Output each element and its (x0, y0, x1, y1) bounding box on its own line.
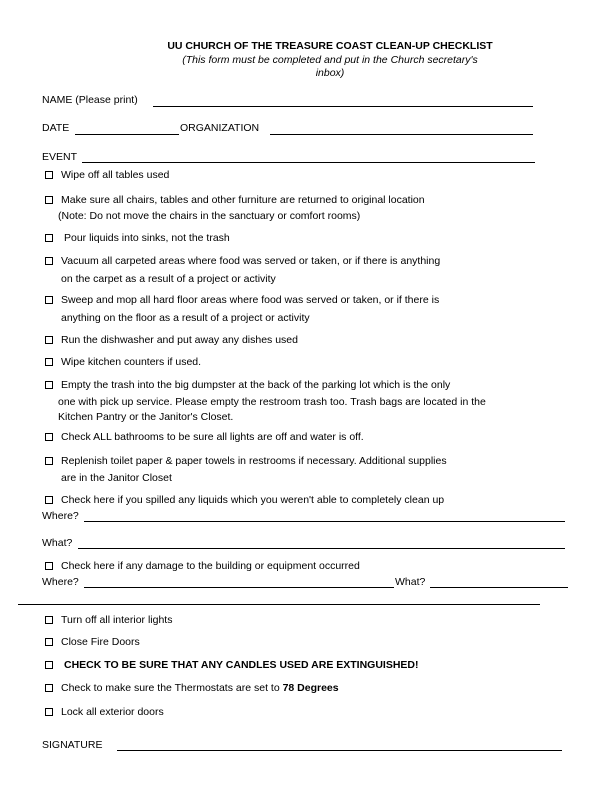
checkbox-damage[interactable] (45, 562, 53, 570)
form-subtitle-line1: (This form must be completed and put in the Church secretary's (182, 54, 478, 66)
item-wipe-tables: Wipe off all tables used (61, 169, 170, 181)
item-damage: Check here if any damage to the building or equipment occurred (61, 560, 360, 572)
spill-where-field[interactable] (84, 521, 565, 522)
item-candles: CHECK TO BE SURE THAT ANY CANDLES USED ARE EXTINGUISHED! (64, 659, 419, 671)
checkbox-replenish[interactable] (45, 457, 53, 465)
checkbox-bathrooms[interactable] (45, 433, 53, 441)
item-thermostat (61, 681, 339, 697)
checkbox-liquids[interactable] (45, 234, 53, 242)
form-title: UU CHURCH OF THE TREASURE COAST CLEAN-UP CHECKLIST (167, 40, 493, 52)
signature-field[interactable] (117, 750, 562, 751)
date-field[interactable] (75, 134, 179, 135)
item-counters: Wipe kitchen counters if used. (61, 356, 202, 368)
checkbox-vacuum[interactable] (45, 257, 53, 265)
item-trash-line1: Empty the trash into the big dumpster at the back of the parking lot which is the only (61, 379, 451, 391)
checkbox-wipe-tables[interactable] (45, 171, 53, 179)
checkbox-fire-doors[interactable] (45, 638, 53, 646)
checkbox-counters[interactable] (45, 358, 53, 366)
item-replenish-line1: Replenish toilet paper & paper towels in restrooms if necessary. Additional supplies (61, 455, 447, 467)
item-vacuum-line2: on the carpet as a result of a project or activity (61, 273, 276, 285)
checkbox-candles[interactable] (45, 661, 53, 669)
spill-where-label: Where? (42, 510, 79, 522)
checkbox-interior-lights[interactable] (45, 616, 53, 624)
item-interior-lights: Turn off all interior lights (61, 614, 173, 626)
damage-what-field[interactable] (430, 587, 568, 588)
item-thermostat-text: Check to make sure the Thermostats are set to (61, 682, 283, 694)
item-trash-line2: one with pick up service. Please empty the restroom trash too. Trash bags are located in the (58, 396, 486, 408)
item-sweep-line1: Sweep and mop all hard floor areas where food was served or taken, or if there is (61, 294, 440, 306)
item-furniture-line2: (Note: Do not move the chairs in the sanctuary or comfort rooms) (58, 210, 361, 222)
event-field[interactable] (82, 162, 535, 163)
item-sweep-line2: anything on the floor as a result of a project or activity (61, 312, 310, 324)
organization-field[interactable] (270, 134, 533, 135)
checkbox-furniture[interactable] (45, 196, 53, 204)
damage-what-label: What? (395, 576, 426, 588)
form-subtitle-line2: inbox) (315, 67, 345, 79)
organization-label: ORGANIZATION (180, 122, 260, 134)
section-divider (18, 604, 540, 605)
thermostat-value: 78 Degrees (282, 682, 339, 694)
item-spilled: Check here if you spilled any liquids which you weren't able to completely clean up (61, 494, 445, 506)
checkbox-dishwasher[interactable] (45, 336, 53, 344)
checkbox-trash[interactable] (45, 381, 53, 389)
spill-what-field[interactable] (78, 548, 565, 549)
item-liquids: Pour liquids into sinks, not the trash (64, 232, 230, 244)
item-bathrooms: Check ALL bathrooms to be sure all lights are off and water is off. (61, 431, 364, 443)
event-label: EVENT (42, 151, 78, 163)
checkbox-thermostat[interactable] (45, 684, 53, 692)
checkbox-exterior-doors[interactable] (45, 708, 53, 716)
item-replenish-line2: are in the Janitor Closet (61, 472, 172, 484)
signature-label: SIGNATURE (42, 739, 103, 751)
item-vacuum-line1: Vacuum all carpeted areas where food was served or taken, or if there is anything (61, 255, 441, 267)
spill-what-label: What? (42, 537, 73, 549)
item-fire-doors: Close Fire Doors (61, 636, 140, 648)
checkbox-sweep[interactable] (45, 296, 53, 304)
damage-where-label: Where? (42, 576, 79, 588)
item-exterior-doors: Lock all exterior doors (61, 706, 164, 718)
name-field[interactable] (153, 106, 533, 107)
damage-where-field[interactable] (84, 587, 394, 588)
item-furniture-line1: Make sure all chairs, tables and other furniture are returned to original location (61, 194, 425, 206)
date-label: DATE (42, 122, 70, 134)
item-dishwasher: Run the dishwasher and put away any dishes used (61, 334, 298, 346)
name-label: NAME (Please print) (42, 94, 138, 106)
checkbox-spilled[interactable] (45, 496, 53, 504)
item-trash-line3: Kitchen Pantry or the Janitor's Closet. (58, 411, 234, 423)
